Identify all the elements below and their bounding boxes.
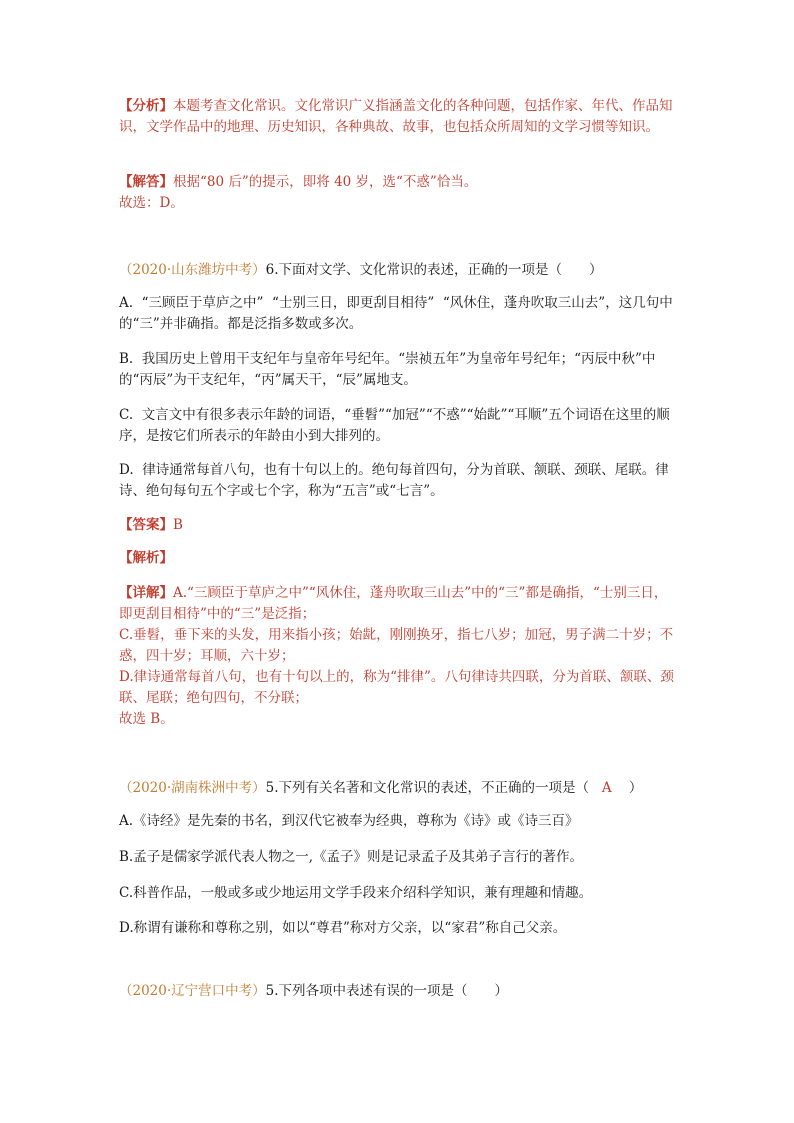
question-5a-answer: A [601,780,612,796]
question-5a-stem-end: ） [628,780,643,796]
answer-tag: 【答案】 [119,517,173,533]
solution-conclusion: 故选：D。 [119,195,184,211]
question-5a-stem: 5.下列有关名著和文化常识的表述，不正确的一项是（ [265,780,590,796]
option-text: D.称谓有谦称和尊称之别，如以“尊君”称对方父亲，以“家君”称自己父亲。 [119,920,567,936]
detail-block [119,583,679,730]
option-text: B. 我国历史上曾用干支纪年与皇帝年号纪年。“崇祯五年”为皇帝年号纪年；“丙辰中秋”中的“丙辰”为干支纪年，“丙”属天干，“辰”属地支。 [119,351,656,388]
analysis-block [119,96,679,138]
question-6-option-b [119,349,679,391]
detail-line: D.律诗通常每首八句，也有十句以上的，称为“排律”。八句律诗共四联，分为首联、颔联、颈联、尾联；绝句四句，不分联； [119,669,674,706]
solution-text: 根据“80 后”的提示，即将 40 岁，选“不惑”恰当。 [173,174,478,190]
question-6-option-a [119,293,679,335]
question-5-yingkou [119,981,679,1002]
option-text: C.科普作品，一般或多或少地运用文学手段来介绍科学知识，兼有理趣和情趣。 [119,885,593,901]
question-6-option-c [119,405,679,447]
analysis-tag: 【分析】 [119,98,173,114]
detail-line: A.“三顾臣于草庐之中”“风休住，蓬舟吹取三山去”中的“三”都是确指，“士别三日，即更刮目相待”中的“三”是泛指； [119,585,668,622]
question-6-option-d [119,460,679,502]
question-5b-source: （2020·辽宁营口中考） [119,983,266,999]
option-text: B.孟子是儒家学派代表人物之一,《孟子》则是记录孟子及其弟子言行的著作。 [119,849,584,865]
question-6-stem: 6.下面对文学、文化常识的表述，正确的一项是（ ） [265,262,603,278]
explain-tag: 【解析】 [119,550,173,566]
option-text: A.《诗经》是先秦的书名，到汉代它被奉为经典，尊称为《诗》或《诗三百》 [119,813,579,829]
question-5-zhuzhou [119,778,679,799]
answer-block [119,515,679,536]
question-5a-option-c [119,883,679,904]
detail-tag: 【详解】 [119,585,173,601]
option-text: A. “三顾臣于草庐之中” “士别三日，即更刮目相待” “风休住，蓬舟吹取三山去”，这几句中的“三”并非确指。都是泛指多数或多次。 [119,295,673,332]
solution-tag: 【解答】 [119,174,173,190]
analysis-text: 本题考查文化常识。文化常识广义指涵盖文化的各种问题，包括作家、年代、作品知识，文学作品中的地理、历史知识，各种典故、故事，也包括众所周知的文学习惯等知识。 [119,98,673,135]
detail-line: 故选 B。 [119,711,174,727]
option-text: D. 律诗通常每首八句，也有十句以上的。绝句每首四句，分为首联、颔联、颈联、尾联。律诗、绝句每句五个字或七个字，称为“五言”或“七言”。 [119,462,669,499]
question-6-source: （2020·山东潍坊中考） [119,262,266,278]
question-5a-option-b [119,847,679,868]
option-text: C. 文言文中有很多表示年龄的词语，“垂髫”“加冠”“不惑”“始龀”“耳顺”五个词语在这里的顺序，是按它们所表示的年龄由小到大排列的。 [119,407,670,444]
question-5b-stem: 5.下列各项中表述有误的一项是（ ） [265,983,509,999]
solution-block [119,172,679,214]
question-5a-option-a [119,811,679,832]
question-5a-option-d [119,918,679,939]
question-5a-source: （2020·湖南株洲中考） [119,780,266,796]
question-6 [119,260,679,281]
explain-block [119,548,679,569]
detail-line: C.垂髫，垂下来的头发，用来指小孩；始龀，刚刚换牙，指七八岁；加冠，男子满二十岁；不惑，四十岁；耳顺，六十岁； [119,627,674,664]
answer-value: B [173,517,183,533]
